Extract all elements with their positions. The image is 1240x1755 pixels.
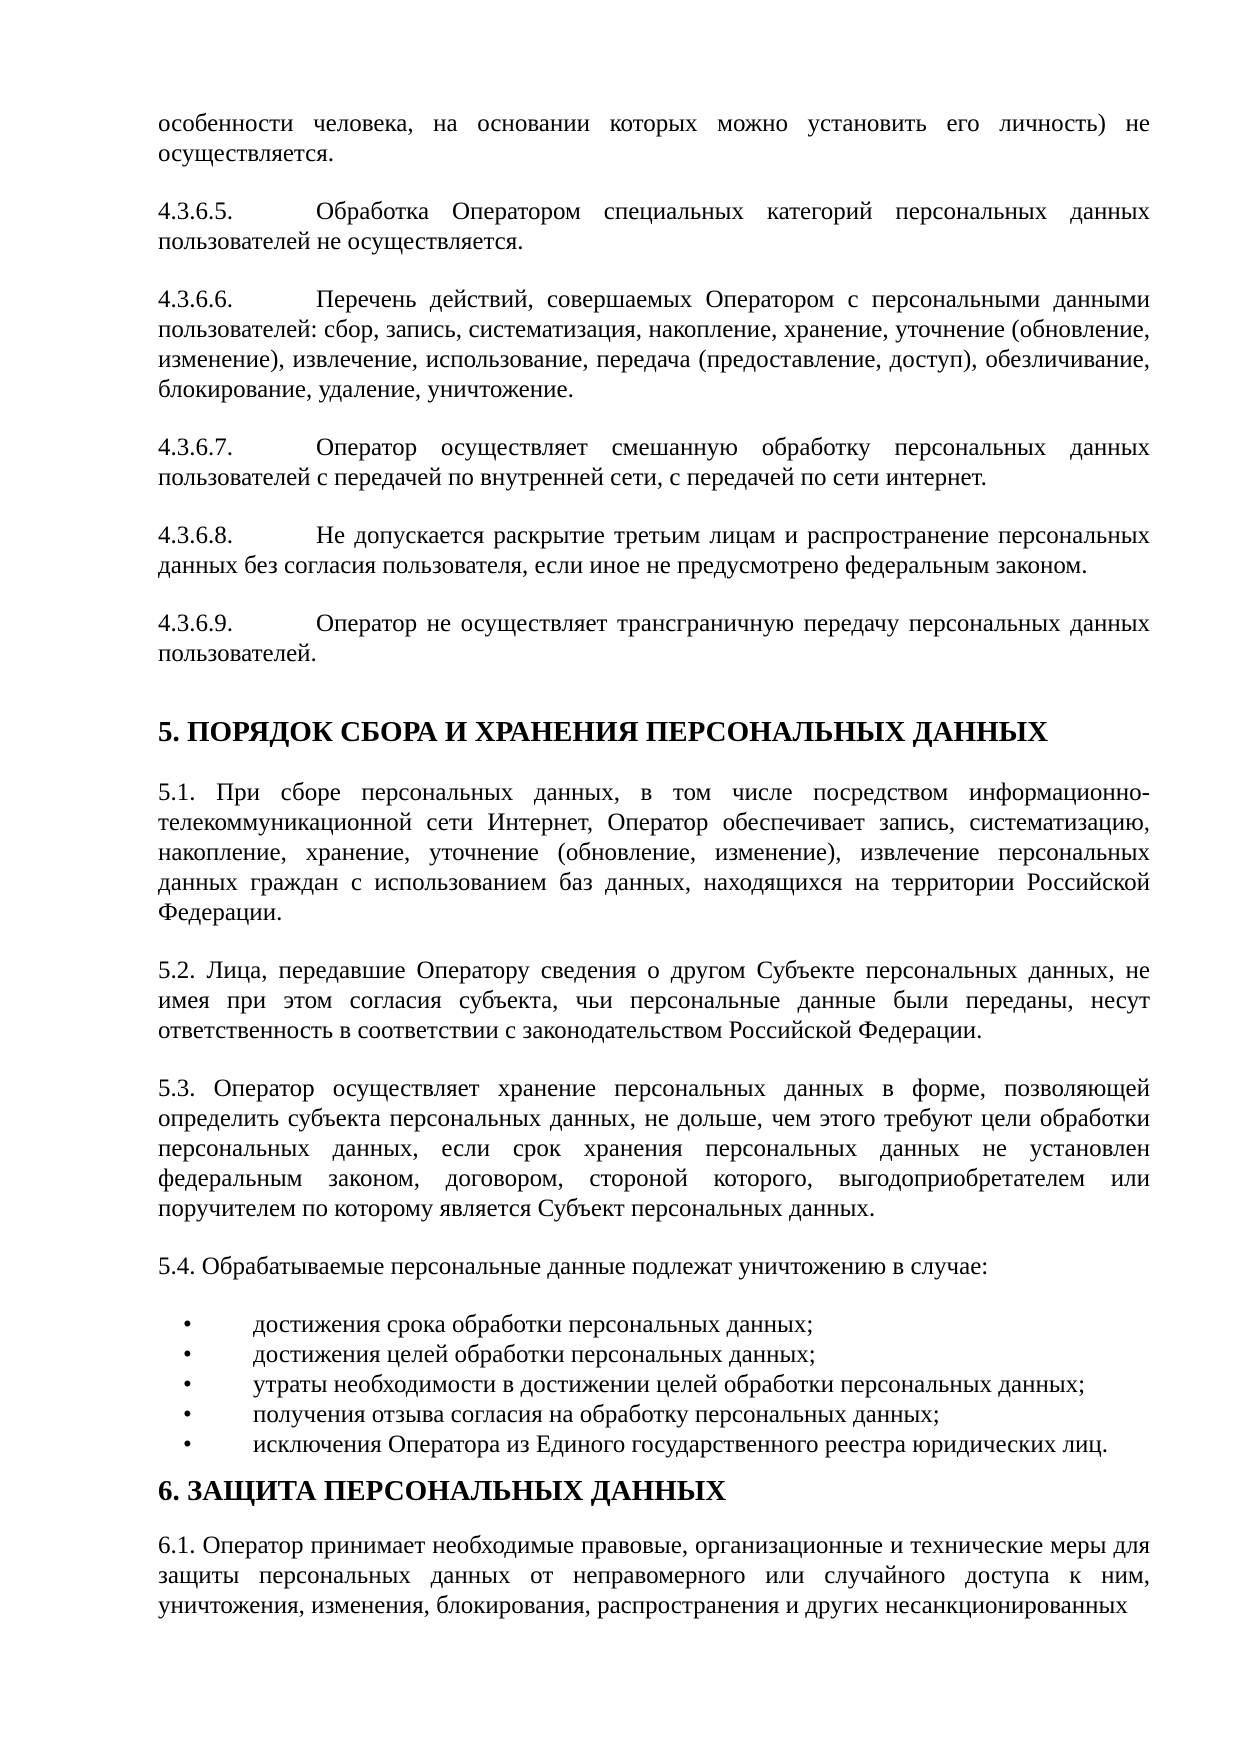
clause-4-3-6-7	[158, 433, 1150, 493]
paragraph-intro-continuation: особенности человека, на основании которых можно установить его личность) не осуществляется.	[158, 110, 1150, 167]
paragraph-number: 5.3.	[158, 1075, 196, 1102]
clause-text: Оператор осуществляет смешанную обработку персональных данных пользователей с передачей по внутренней сети, с передачей по сети интернет.	[158, 434, 1150, 491]
clause-text: Не допускается раскрытие третьим лицам и распространение персональных данных без согласия пользователя, если иное не предусмотрено федеральным законом.	[158, 522, 1150, 579]
bullet-item	[158, 1430, 1150, 1460]
bullet-icon: •	[183, 1341, 192, 1368]
clause-4-3-6-6	[158, 285, 1150, 405]
clause-4-3-6-9	[158, 609, 1150, 669]
bullet-text: исключения Оператора из Единого государственного реестра юридических лиц.	[253, 1431, 1109, 1458]
paragraph-text: При сборе персональных данных, в том числе посредством информационно-телекоммуникационной сети Интернет, Оператор обеспечивает запись, систематизацию, накопление, хранение, уточнение (обновление, изменение), извлечение персональных данных граждан с использованием баз данных, находящихся на территории Российской Федерации.	[158, 779, 1151, 926]
paragraph-number: 5.1.	[158, 779, 196, 806]
section-6-heading: 6. ЗАЩИТА ПЕРСОНАЛЬНЫХ ДАННЫХ	[158, 1475, 727, 1507]
bullet-text: утраты необходимости в достижении целей обработки персональных данных;	[253, 1371, 1086, 1398]
clause-number: 4.3.6.6.	[158, 286, 233, 313]
bullet-text: получения отзыва согласия на обработку персональных данных;	[253, 1401, 940, 1428]
paragraph-text: Оператор осуществляет хранение персональных данных в форме, позволяющей определить субъекта персональных данных, не дольше, чем этого требуют цели обработки персональных данных, если срок хранения персональных данных не установлен федеральным законом, договором, стороной которого, выгодоприобретателем или поручителем по которому является Субъект персональных данных.	[158, 1075, 1151, 1222]
bullet-text: достижения целей обработки персональных данных;	[253, 1341, 816, 1368]
bullet-list	[158, 1310, 1150, 1460]
paragraph-number: 6.1.	[158, 1532, 196, 1559]
clause-number: 4.3.6.9.	[158, 610, 233, 637]
paragraph-5-1	[158, 778, 1150, 928]
bullet-icon: •	[183, 1371, 192, 1398]
paragraph-text: Лица, передавшие Оператору сведения о другом Субъекте персональных данных, не имея при этом согласия субъекта, чьи персональные данные были переданы, несут ответственность в соответствии с законодательством Российской Федерации.	[158, 957, 1151, 1044]
clause-text: Обработка Оператором специальных категорий персональных данных пользователей не осуществляется.	[158, 198, 1150, 255]
clause-4-3-6-8	[158, 521, 1150, 581]
bullet-item	[158, 1340, 1150, 1370]
paragraph-5-3	[158, 1074, 1150, 1224]
bullet-text: достижения срока обработки персональных данных;	[253, 1311, 814, 1338]
bullet-item	[158, 1370, 1150, 1400]
bullet-icon: •	[183, 1431, 192, 1458]
paragraph-number: 5.2.	[158, 957, 196, 984]
bullet-item	[158, 1310, 1150, 1340]
paragraph-text: Оператор принимает необходимые правовые, организационные и технические меры для защиты персональных данных от неправомерного или случайного доступа к ним, уничтожения, изменения, блокирования, распространения и других несанкционированных	[158, 1532, 1151, 1619]
clause-text: Оператор не осуществляет трансграничную передачу персональных данных пользователей.	[158, 610, 1150, 667]
clause-text: Перечень действий, совершаемых Оператором с персональными данными пользователей: сбор, запись, систематизация, накопление, хранение, уточнение (обновление, изменение), извлечение, использование, передача (предоставление, доступ), обезличивание, блокирование, удаление, уничтожение.	[158, 286, 1150, 403]
bullet-item	[158, 1400, 1150, 1430]
bullet-icon: •	[183, 1401, 192, 1428]
paragraph-number: 5.4.	[158, 1253, 196, 1280]
paragraph-5-4	[158, 1252, 1150, 1282]
paragraph-6-1	[158, 1531, 1150, 1621]
bullet-icon: •	[183, 1311, 192, 1338]
clause-4-3-6-5	[158, 197, 1150, 257]
clause-number: 4.3.6.7.	[158, 434, 233, 461]
section-5-heading: 5. ПОРЯДОК СБОРА И ХРАНЕНИЯ ПЕРСОНАЛЬНЫХ ДАННЫХ	[158, 716, 1049, 748]
clause-number: 4.3.6.5.	[158, 198, 233, 225]
paragraph-text: Обрабатываемые персональные данные подлежат уничтожению в случае:	[201, 1253, 989, 1280]
clause-number: 4.3.6.8.	[158, 522, 233, 549]
paragraph-5-2	[158, 956, 1150, 1046]
